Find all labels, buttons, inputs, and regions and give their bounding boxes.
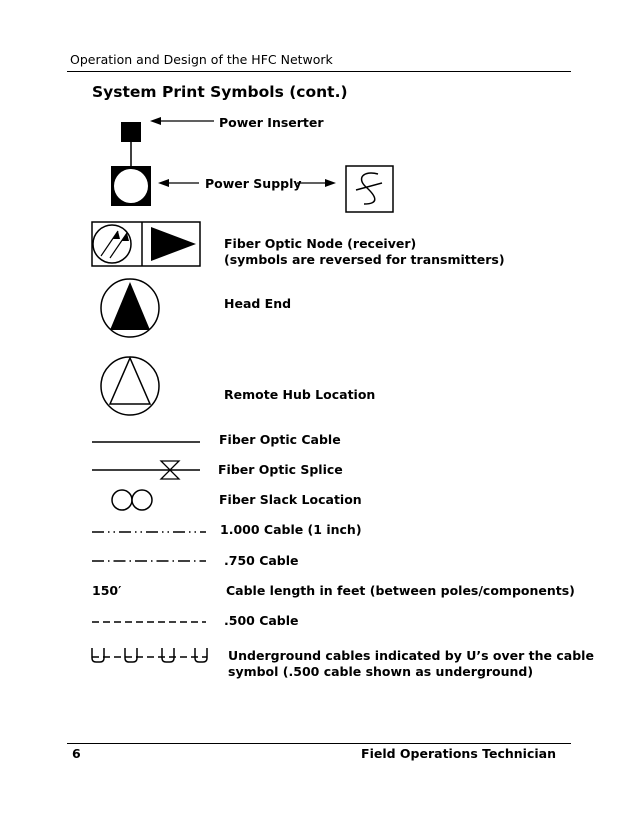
underground-label-line2: symbol (.500 cable shown as underground) <box>228 664 534 679</box>
fiber-splice-label: Fiber Optic Splice <box>218 462 343 477</box>
footer-rule <box>67 743 571 744</box>
fiber-node-label-line2: (symbols are reversed for transmitters) <box>224 252 505 267</box>
power-supply-label: Power Supply <box>205 176 302 191</box>
cable-length-value: 150′ <box>92 583 122 598</box>
head-end-label: Head End <box>224 296 292 311</box>
remote-hub-label: Remote Hub Location <box>224 387 376 402</box>
fiber-node-label-line1: Fiber Optic Node (receiver) <box>224 236 417 251</box>
underground-label-line1: Underground cables indicated by U’s over the cable <box>228 648 594 663</box>
cable-1000-label: 1.000 Cable (1 inch) <box>220 522 362 537</box>
cable-500-label: .500 Cable <box>224 613 299 628</box>
footer-page-number: 6 <box>72 746 81 761</box>
fiber-slack-label: Fiber Slack Location <box>219 492 362 507</box>
cable-750-label: .750 Cable <box>224 553 299 568</box>
header-title: Operation and Design of the HFC Network <box>70 52 333 67</box>
cable-length-label: Cable length in feet (between poles/components) <box>226 583 575 598</box>
fiber-cable-label: Fiber Optic Cable <box>219 432 341 447</box>
power-inserter-label: Power Inserter <box>219 115 324 130</box>
section-title: System Print Symbols (cont.) <box>92 83 348 101</box>
footer-title: Field Operations Technician <box>361 746 556 761</box>
